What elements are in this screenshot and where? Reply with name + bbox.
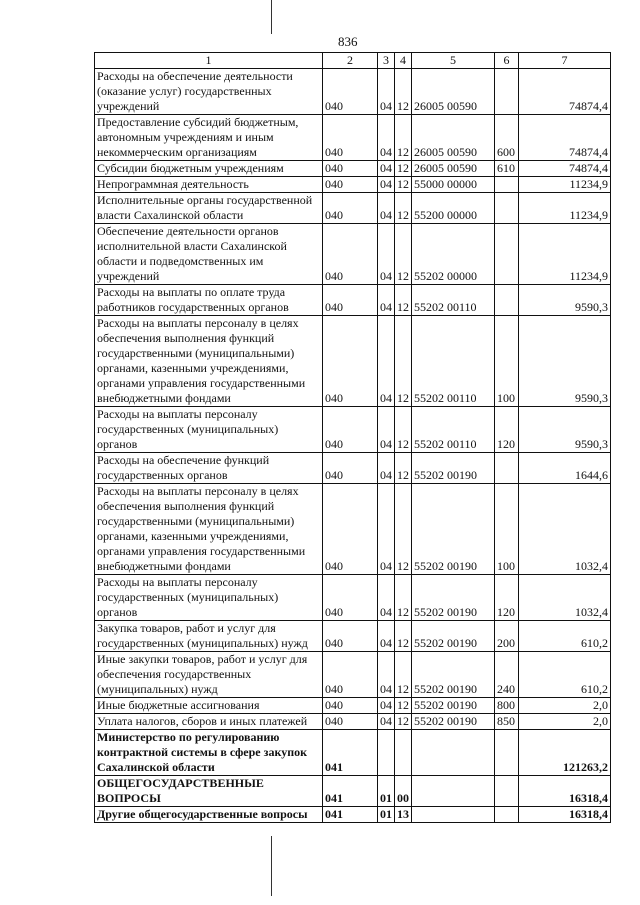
cell-ministry-code: 040 — [323, 69, 378, 115]
cell-amount: 74874,4 — [519, 115, 611, 161]
cell-name: Обеспечение деятельности органов исполнительной власти Сахалинской области и подведомственных им учреждений — [95, 224, 323, 285]
cell-expense-type — [495, 807, 519, 823]
cell-amount: 121263,2 — [519, 730, 611, 776]
cell-section: 04 — [378, 115, 395, 161]
header-cell-name: 1 — [95, 53, 323, 69]
cell-expense-type: 800 — [495, 698, 519, 714]
cell-ministry-code: 040 — [323, 285, 378, 316]
cell-name: Предоставление субсидий бюджетным, автономным учреждениям и иным некоммерческим организациям — [95, 115, 323, 161]
table-row — [95, 316, 611, 407]
cell-ministry-code: 040 — [323, 161, 378, 177]
cell-name: Исполнительные органы государственной власти Сахалинской области — [95, 193, 323, 224]
cell-expense-type: 200 — [495, 621, 519, 652]
cell-subsection: 12 — [395, 224, 412, 285]
table-row — [95, 453, 611, 484]
cell-target-code: 55202 00190 — [412, 698, 495, 714]
cell-expense-type: 100 — [495, 484, 519, 575]
cell-section: 04 — [378, 224, 395, 285]
table-row — [95, 69, 611, 115]
table-row — [95, 407, 611, 453]
cell-target-code — [412, 776, 495, 807]
table-row — [95, 193, 611, 224]
cell-expense-type: 100 — [495, 316, 519, 407]
cell-section: 04 — [378, 621, 395, 652]
cell-expense-type: 240 — [495, 652, 519, 698]
cell-subsection: 12 — [395, 652, 412, 698]
cell-section: 01 — [378, 776, 395, 807]
table-row — [95, 484, 611, 575]
table-row — [95, 621, 611, 652]
cell-subsection: 12 — [395, 115, 412, 161]
cell-ministry-code: 040 — [323, 698, 378, 714]
cell-ministry-code: 040 — [323, 407, 378, 453]
cell-target-code: 55202 00110 — [412, 285, 495, 316]
cell-name: Иные закупки товаров, работ и услуг для обеспечения государственных (муниципальных) нужд — [95, 652, 323, 698]
cell-name: Закупка товаров, работ и услуг для государственных (муниципальных) нужд — [95, 621, 323, 652]
cell-amount: 9590,3 — [519, 316, 611, 407]
cell-subsection: 12 — [395, 177, 412, 193]
cell-section: 04 — [378, 177, 395, 193]
cell-expense-type: 120 — [495, 407, 519, 453]
cell-subsection — [395, 730, 412, 776]
cell-section: 04 — [378, 316, 395, 407]
table-row — [95, 161, 611, 177]
cell-ministry-code: 040 — [323, 177, 378, 193]
cell-amount: 610,2 — [519, 652, 611, 698]
cell-expense-type — [495, 730, 519, 776]
cell-expense-type: 600 — [495, 115, 519, 161]
cell-target-code: 55202 00190 — [412, 621, 495, 652]
cell-expense-type — [495, 177, 519, 193]
cell-ministry-code: 040 — [323, 652, 378, 698]
cell-expense-type: 120 — [495, 575, 519, 621]
cell-target-code — [412, 730, 495, 776]
cell-ministry-code: 041 — [323, 807, 378, 823]
cell-ministry-code: 040 — [323, 316, 378, 407]
cell-subsection: 12 — [395, 484, 412, 575]
cell-ministry-code: 040 — [323, 115, 378, 161]
cell-section: 04 — [378, 652, 395, 698]
header-cell-section: 3 — [378, 53, 395, 69]
cell-amount: 2,0 — [519, 714, 611, 730]
table-row — [95, 714, 611, 730]
cell-section: 04 — [378, 407, 395, 453]
cell-name: Расходы на выплаты персоналу государственных (муниципальных) органов — [95, 575, 323, 621]
cell-subsection: 00 — [395, 776, 412, 807]
table-row — [95, 698, 611, 714]
cell-target-code: 26005 00590 — [412, 115, 495, 161]
cell-subsection: 12 — [395, 698, 412, 714]
cell-section: 01 — [378, 807, 395, 823]
header-cell-subsection: 4 — [395, 53, 412, 69]
cell-section: 04 — [378, 193, 395, 224]
cell-subsection: 12 — [395, 453, 412, 484]
cell-subsection: 12 — [395, 316, 412, 407]
cell-section: 04 — [378, 698, 395, 714]
cell-amount: 9590,3 — [519, 285, 611, 316]
cell-name: Расходы на выплаты персоналу в целях обеспечения выполнения функций государственными (муниципальными) органами, казенными учреждениями, органами управления государственными внебюджетными фондами — [95, 316, 323, 407]
cell-ministry-code: 040 — [323, 621, 378, 652]
cell-amount: 2,0 — [519, 698, 611, 714]
cell-section: 04 — [378, 714, 395, 730]
cell-name: Другие общегосударственные вопросы — [95, 807, 323, 823]
cell-target-code — [412, 807, 495, 823]
table-row — [95, 776, 611, 807]
cell-target-code: 55202 00190 — [412, 714, 495, 730]
cell-section: 04 — [378, 69, 395, 115]
table-row — [95, 115, 611, 161]
cell-name: Расходы на выплаты персоналу в целях обеспечения выполнения функций государственными (муниципальными) органами, казенными учреждениями, органами управления государственными внебюджетными фондами — [95, 484, 323, 575]
cell-name: Расходы на обеспечение деятельности (оказание услуг) государственных учреждений — [95, 69, 323, 115]
page-number: 836 — [338, 34, 358, 49]
cell-amount: 11234,9 — [519, 177, 611, 193]
cell-subsection: 12 — [395, 69, 412, 115]
cell-target-code: 26005 00590 — [412, 161, 495, 177]
table-row — [95, 807, 611, 823]
cell-target-code: 55202 00190 — [412, 575, 495, 621]
cell-expense-type — [495, 69, 519, 115]
cell-target-code: 55202 00110 — [412, 407, 495, 453]
cell-ministry-code: 040 — [323, 453, 378, 484]
cell-subsection: 12 — [395, 161, 412, 177]
cell-amount: 74874,4 — [519, 161, 611, 177]
cell-amount: 1032,4 — [519, 484, 611, 575]
scan-line-top — [271, 0, 272, 34]
cell-section — [378, 730, 395, 776]
table-row — [95, 575, 611, 621]
cell-name: Уплата налогов, сборов и иных платежей — [95, 714, 323, 730]
cell-ministry-code: 040 — [323, 484, 378, 575]
cell-subsection: 12 — [395, 407, 412, 453]
cell-expense-type: 610 — [495, 161, 519, 177]
cell-expense-type: 850 — [495, 714, 519, 730]
cell-target-code: 55202 00000 — [412, 224, 495, 285]
header-cell-ministry: 2 — [323, 53, 378, 69]
cell-amount: 11234,9 — [519, 224, 611, 285]
cell-subsection: 12 — [395, 621, 412, 652]
cell-name: Иные бюджетные ассигнования — [95, 698, 323, 714]
cell-section: 04 — [378, 161, 395, 177]
cell-expense-type — [495, 224, 519, 285]
cell-target-code: 55202 00110 — [412, 316, 495, 407]
cell-ministry-code: 040 — [323, 714, 378, 730]
cell-amount: 74874,4 — [519, 69, 611, 115]
cell-target-code: 55202 00190 — [412, 484, 495, 575]
header-cell-expense-type: 6 — [495, 53, 519, 69]
cell-ministry-code: 040 — [323, 193, 378, 224]
scan-line-bottom — [271, 836, 272, 896]
cell-subsection: 12 — [395, 285, 412, 316]
cell-subsection: 12 — [395, 193, 412, 224]
cell-name: Расходы на выплаты персоналу государственных (муниципальных) органов — [95, 407, 323, 453]
cell-target-code: 55202 00190 — [412, 652, 495, 698]
cell-amount: 610,2 — [519, 621, 611, 652]
budget-table — [94, 52, 611, 823]
cell-name: Расходы на обеспечение функций государственных органов — [95, 453, 323, 484]
cell-ministry-code: 041 — [323, 776, 378, 807]
cell-expense-type — [495, 776, 519, 807]
header-cell-target: 5 — [412, 53, 495, 69]
cell-name: Министерство по регулированию контрактной системы в сфере закупок Сахалинской области — [95, 730, 323, 776]
cell-section: 04 — [378, 484, 395, 575]
cell-expense-type — [495, 453, 519, 484]
cell-amount: 16318,4 — [519, 807, 611, 823]
cell-name: Субсидии бюджетным учреждениям — [95, 161, 323, 177]
cell-target-code: 55000 00000 — [412, 177, 495, 193]
cell-amount: 1032,4 — [519, 575, 611, 621]
table-row — [95, 224, 611, 285]
cell-expense-type — [495, 193, 519, 224]
cell-subsection: 13 — [395, 807, 412, 823]
table-row — [95, 730, 611, 776]
cell-section: 04 — [378, 285, 395, 316]
header-cell-amount: 7 — [519, 53, 611, 69]
header-row — [95, 53, 611, 69]
cell-section: 04 — [378, 453, 395, 484]
cell-expense-type — [495, 285, 519, 316]
cell-target-code: 26005 00590 — [412, 69, 495, 115]
cell-subsection: 12 — [395, 575, 412, 621]
cell-target-code: 55202 00190 — [412, 453, 495, 484]
cell-section: 04 — [378, 575, 395, 621]
cell-ministry-code: 040 — [323, 575, 378, 621]
cell-amount: 16318,4 — [519, 776, 611, 807]
cell-amount: 9590,3 — [519, 407, 611, 453]
cell-name: ОБЩЕГОСУДАРСТВЕННЫЕ ВОПРОСЫ — [95, 776, 323, 807]
cell-ministry-code: 040 — [323, 224, 378, 285]
cell-name: Расходы на выплаты по оплате труда работников государственных органов — [95, 285, 323, 316]
cell-name: Непрограммная деятельность — [95, 177, 323, 193]
table-row — [95, 177, 611, 193]
cell-amount: 11234,9 — [519, 193, 611, 224]
cell-subsection: 12 — [395, 714, 412, 730]
table-row — [95, 285, 611, 316]
table-row — [95, 652, 611, 698]
cell-ministry-code: 041 — [323, 730, 378, 776]
cell-target-code: 55200 00000 — [412, 193, 495, 224]
cell-amount: 1644,6 — [519, 453, 611, 484]
